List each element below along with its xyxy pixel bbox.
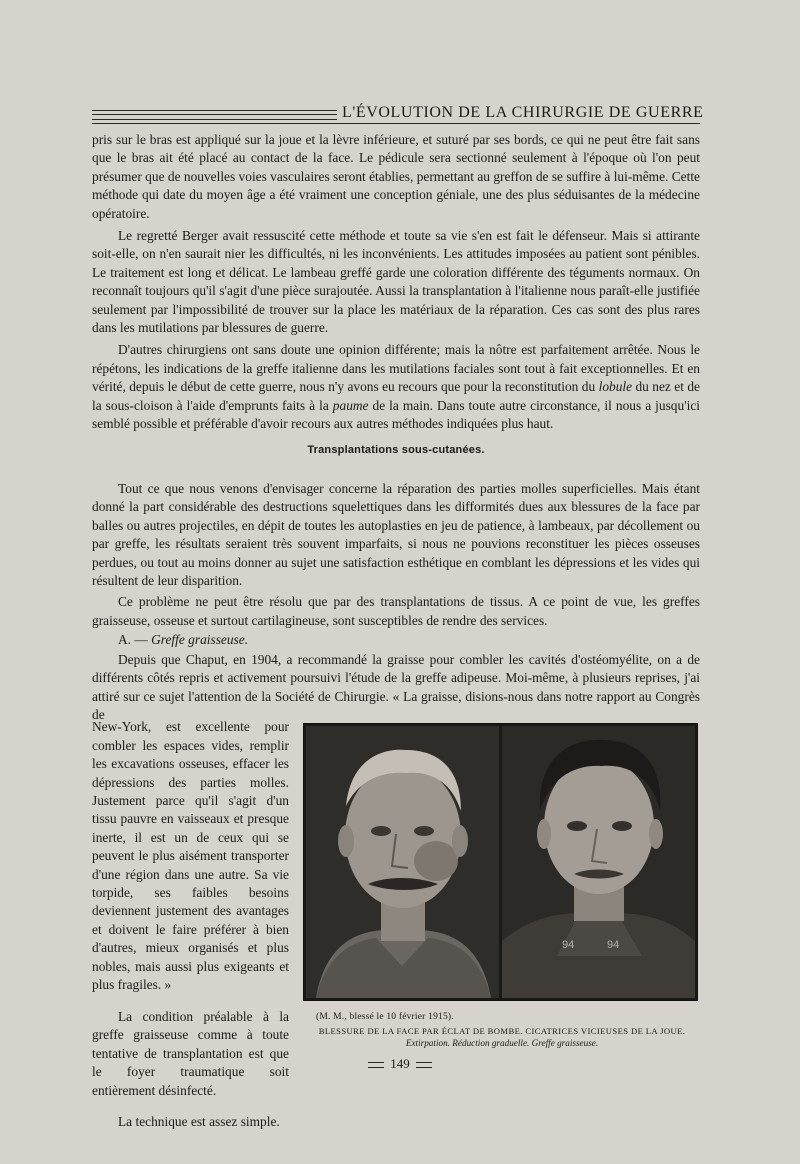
figure-photographs [303,723,698,1001]
paragraph: New-York, est excellente pour combler les espaces vides, remplir les excavations osseuses, effacer les dépressions des parties molles. Justement parce qu'il s'agit d'un tissu pauvre en vaisseaux et presque inerte, il est un de ceux qui se peuvent le plus aisément transporter d'une région dans une autre. Sa vie torpide, ses faibles besoins deviennent justement des avantages et doivent le faire préférer à bien d'autres, mieux organisés et plus nobles, mais aussi plus exigeants et plus fragiles. » [92,719,289,993]
figure-caption-title: BLESSURE DE LA FACE PAR ÉCLAT DE BOMBE. CICATRICES VICIEUSES DE LA JOUE. [318,1026,686,1036]
figure-caption-reference: (M. M., blessé le 10 février 1915). [316,1012,454,1022]
paragraph: Le regretté Berger avait ressuscité cette méthode et toute sa vie s'en est fait le défenseur. Mais si attirante soit-elle, on n'en saurait nier les difficultés, ni les inconvénients. Les attitudes imposées au patient sont pénibles. Le traitement est long et délicat. Le lambeau greffé garde une coloration différente des téguments normaux. On reconnaît toujours qu'il s'agit d'une pièce surajoutée. Aussi la transplantation à l'italienne nous paraît-elle justifiée seulement par l'impossibilité de trouver sur la place les matériaux de la réparation. Ces cas sont des plus rares dans les mutilations par blessures de guerre. [92,228,700,336]
ornament-right [416,1062,432,1068]
paragraph: La condition préalable à la greffe graisseuse comme à toute tentative de transplantation est que le foyer traumatique soit entièrement désinfecté. [92,1008,289,1098]
italic-term: lobule [598,379,633,395]
paragraph: Tout ce que nous venons d'envisager concerne la réparation des parties molles superficielles. Mais étant donné la part considérable des destructions squelettiques dans les difformités dues aux blessures de la face par balles ou autres projectiles, en dépit de toutes les autoplasties en jeu de patience, à lambeaux, par décollement ou par greffe, les résultats seraient très souvent imparfaits, si nous ne pouvions reconstituer les pièces osseuses perdues, ou tout au moins donner au sujet une satisfaction esthétique en comblant les dépressions et les vides qui résultent de leur disparition. [92,481,700,589]
portrait-before-illustration [306,726,499,998]
photo-after [502,726,695,998]
paragraph: Depuis que Chaput, en 1904, a recommandé la graisse pour combler les cavités d'ostéomyélite, on a de différents côtés repris et activement poursuivi l'étude de la greffe adipeuse. Moi-même, à plusieurs reprises, j'ai attiré sur ce sujet l'attention de la Société de Chirurgie. « La graisse, disions-nous dans notre rapport au Congrès de [92,652,700,723]
section-title: Transplantations sous-cutanées. [307,444,485,456]
page-number-value: 149 [390,1056,410,1071]
page-number [360,1056,440,1072]
section-text [92,480,700,630]
text-run: du nez et de la sous-cloison à l'aide d'emprunts faits à la [92,379,700,413]
subheading-title: Greffe graisseuse. [151,632,249,647]
portrait-after-illustration [502,726,695,998]
header-underline [92,123,700,124]
subheading [118,632,248,648]
paragraph: Ce problème ne peut être résolu que par des transplantations de tissus. A ce point de vue, les greffes graisseuse, osseuse et surtout cartilagineuse, sont susceptibles de rendre des services. [92,594,700,628]
collar-number-right: 94 [607,939,620,951]
left-column-text [92,705,289,1145]
running-title: L'ÉVOLUTION DE LA CHIRURGIE DE GUERRE [342,104,704,121]
intro-text [92,131,700,434]
text-run: de la main. Dans toute autre circonstance, il nous a jusqu'ici semblé possible et préférable d'avoir recours aux autres méthodes indiquées plus haut. [92,397,700,432]
subheading-letter: A. — [118,632,152,647]
photo-before [306,726,499,998]
paragraph: pris sur le bras est appliqué sur la joue et la lèvre inférieure, et suturé par ses bords, ce qui ne peut être fait sans que le bras ait été placé au contact de la face. Le pédicule sera sectionné seulement à l'époque où l'on peut présumer que de nouvelles voies vasculaires seront établies, permettant au greffon de se suffire à lui-même. Cette méthode qui date du moyen âge a été vraiment une conception géniale, une des plus séduisantes de la médecine opératoire. [92,132,700,221]
figure-caption-detail: Extirpation. Réduction graduelle. Greffe graisseuse. [405,1038,599,1048]
header-rule [92,110,337,120]
ornament-left [368,1062,384,1068]
italic-term: paume [332,397,369,413]
paragraph: La technique est assez simple. [118,1114,280,1130]
paragraph [92,341,700,433]
collar-number-left: 94 [562,939,575,951]
text-run: D'autres chirurgiens ont sans doute une opinion différente; mais la nôtre est parfaitement arrêtée. Nous le répétons, les indications de la greffe italienne dans les mutilations faciales sont tout à fait exceptionnelles. Et en vérité, depuis le début de cette guerre, nous n'y avons eu recours que pour la reconstitution du [92,342,700,395]
